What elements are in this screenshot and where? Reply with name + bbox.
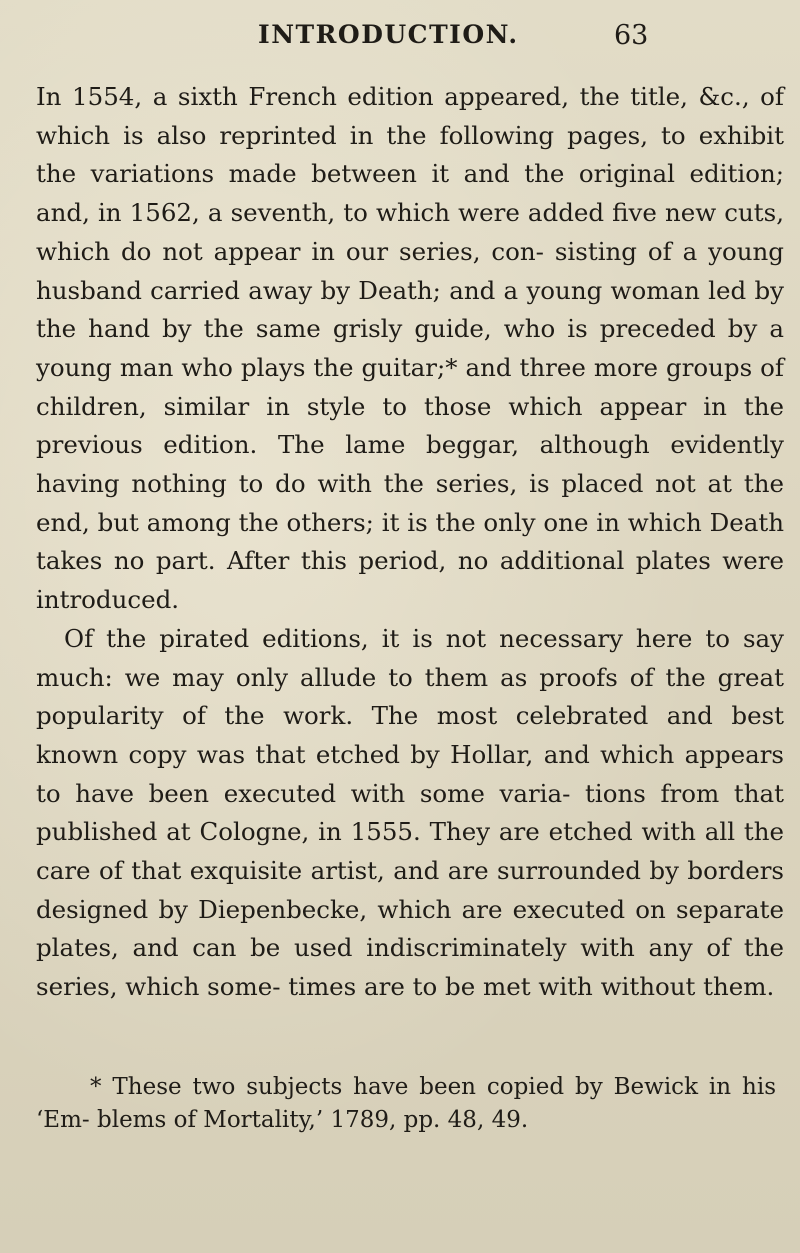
paragraph-1: In 1554, a sixth French edition appeared, the title, &c., of which is also reprinted in the following pages, to exhibit the variations made between it and the original edition; and, in 1562, a seventh, to which were added five new cuts, which do not appear in our series, con- sisting of a young husband carried away by Death; and a young woman led by the hand by the same grisly guide, who is preceded by a young man who plays the guitar;* and three more groups of children, similar in style to those which appear in the previous edition. The lame beggar, although evidently having nothing to do with the series, is placed not at the end, but among the others; it is the only one in which Death takes no part. After this period, no additional plates were introduced. bbox=[36, 82, 784, 615]
running-title: INTRODUCTION. bbox=[258, 20, 519, 49]
body-text bbox=[36, 78, 784, 1007]
running-head bbox=[0, 20, 800, 60]
paragraph-2: Of the pirated editions, it is not necessary here to say much: we may only allude to them as proofs of the great popularity of the work. The most celebrated and best known copy was that etched by Hollar, and which appears to have been executed with some varia- tions from that published at Cologne, in 1555. They are etched with all the care of that exquisite artist, and are surrounded by borders designed by Diepenbecke, which are executed on separate plates, and can be used indiscriminately with any of the series, which some- times are to be met with without them. bbox=[36, 623, 784, 1002]
footnote: * These two subjects have been copied by Bewick in his ‘Em- blems of Mortality,’ 1789, pp. 48, 49. bbox=[36, 1074, 776, 1133]
page-number: 63 bbox=[614, 20, 649, 51]
